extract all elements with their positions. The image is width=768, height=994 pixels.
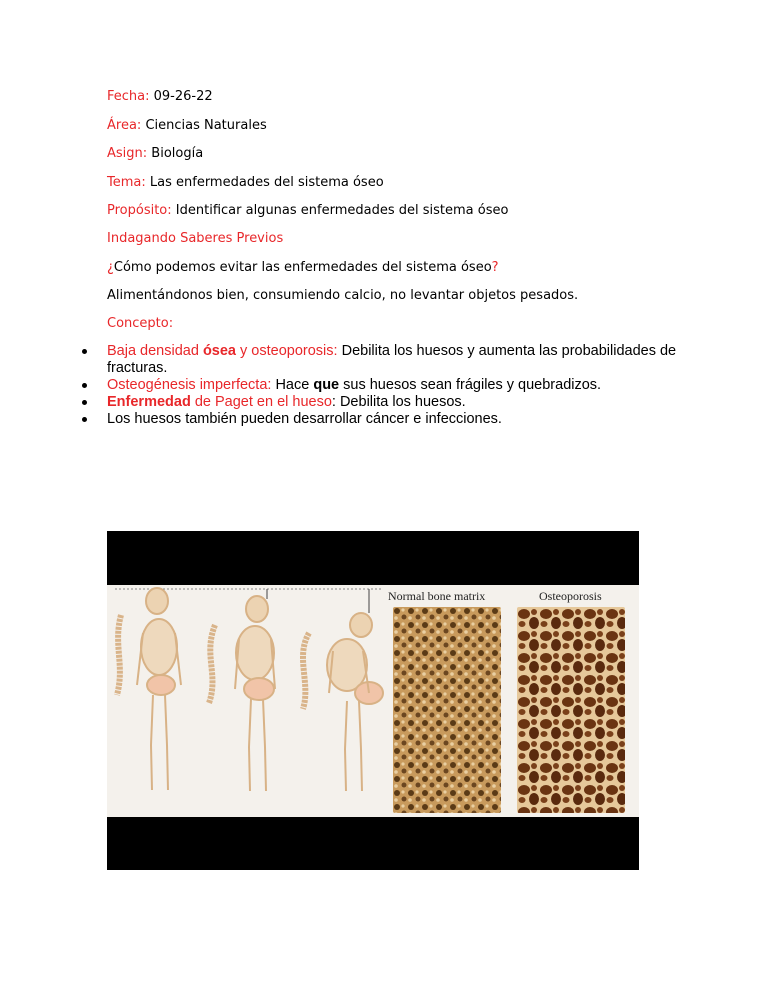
bullet-dot: [82, 400, 87, 405]
proposito-label: Propósito:: [107, 203, 172, 218]
b4-text: Los huesos también pueden desarrollar cáncer e infecciones.: [107, 411, 502, 427]
osteoporosis-label: Osteoporosis: [539, 589, 602, 603]
b1-bold: ósea: [202, 343, 236, 359]
asign-line: [107, 146, 203, 161]
b2-desc2: sus huesos sean frágiles y quebradizos.: [339, 377, 602, 393]
answer-line: Alimentándonos bien, consumiendo calcio, no levantar objetos pesados.: [107, 288, 579, 303]
concept-label: Concepto:: [107, 316, 174, 331]
b1-term: Baja densidad: [107, 343, 203, 359]
area-value: Ciencias Naturales: [145, 118, 267, 133]
question-close: ?: [491, 260, 499, 275]
asign-label: Asign:: [107, 146, 148, 161]
b2-term: Osteogénesis imperfecta:: [107, 377, 272, 393]
question-line: [107, 260, 499, 275]
bullet-dot: [82, 383, 87, 388]
fecha-value: 09-26-22: [153, 89, 213, 104]
proposito-value: Identificar algunas enfermedades del sistema óseo: [175, 203, 509, 218]
list-item: [82, 411, 682, 428]
bullet-dot: [82, 349, 87, 354]
tema-value: Las enfermedades del sistema óseo: [149, 175, 384, 190]
normal-matrix-label: Normal bone matrix: [388, 589, 486, 603]
fecha-label: Fecha:: [107, 89, 150, 104]
b3-bold: Enfermedad: [107, 394, 191, 410]
list-item: [82, 377, 682, 394]
concept-list: [82, 343, 682, 428]
b3-term: de Paget en el hueso: [190, 394, 332, 410]
b3-desc: : Debilita los huesos.: [331, 394, 466, 410]
osteoporosis-matrix-image: [517, 607, 625, 813]
normal-bone-matrix-image: [393, 607, 501, 813]
osteoporosis-figure: [107, 531, 639, 870]
question-text: Cómo podemos evitar las enfermedades del sistema óseo: [113, 260, 492, 275]
b2-bold: que: [313, 377, 340, 393]
b2-desc1: Hace: [271, 377, 314, 393]
tema-line: [107, 175, 384, 190]
b1-desc: Debilita los huesos y aumenta las probabilidades de fracturas.: [107, 343, 677, 376]
area-line: [107, 118, 267, 133]
list-item: [82, 343, 682, 377]
tema-label: Tema:: [107, 175, 146, 190]
skeleton-illustration: [107, 585, 387, 817]
question-open: ¿: [107, 260, 114, 275]
asign-value: Biología: [151, 146, 204, 161]
figure-panel: [107, 585, 639, 817]
fecha-line: [107, 89, 213, 104]
b1-term2: y osteoporosis:: [236, 343, 338, 359]
section-heading: Indagando Saberes Previos: [107, 231, 284, 246]
area-label: Área:: [107, 118, 142, 133]
list-item: [82, 394, 682, 411]
bullet-dot: [82, 417, 87, 422]
proposito-line: [107, 203, 508, 218]
